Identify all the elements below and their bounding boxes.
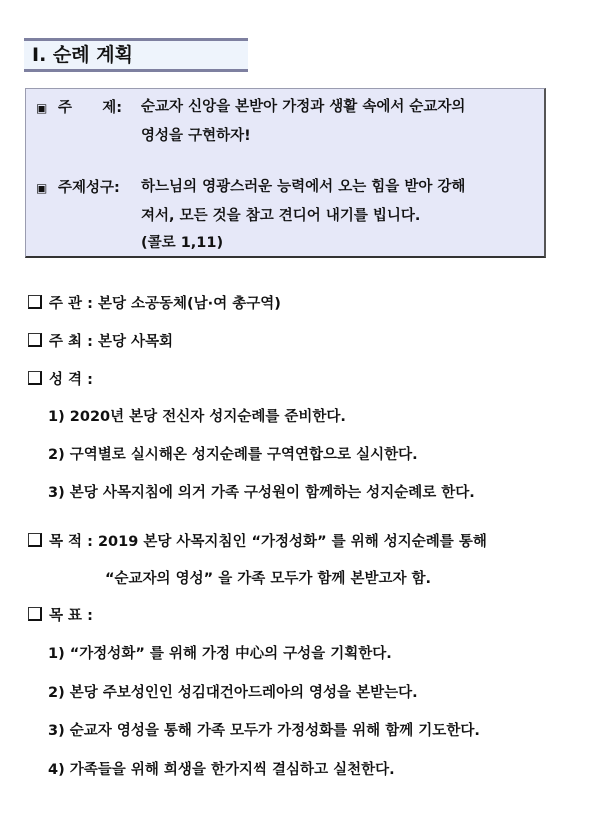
section-title: Ⅰ. 순례 계획	[24, 38, 248, 72]
goal-point: 3) 순교자 영성을 통해 가족 모두가 가정성화를 위해 함께 기도한다.	[48, 723, 480, 739]
goals-heading: 목 표 :	[28, 604, 93, 625]
square-bullet-icon: ▣	[36, 181, 48, 195]
verse-label: 주제성구:	[58, 180, 120, 196]
purpose-continuation: “순교자의 영성” 을 가족 모두가 함께 본받고자 함.	[105, 571, 432, 587]
goal-point: 2) 본당 주보성인인 성김대건아드레아의 영성을 본받는다.	[48, 685, 418, 701]
theme-text: 순교자 신앙을 본받아 가정과 생활 속에서 순교자의 영성을 구현하자!	[141, 99, 466, 144]
checkbox-icon	[28, 333, 42, 347]
organizer-item: 주 최 : 본당 사목회	[28, 330, 173, 351]
nature-point: 2) 구역별로 실시해온 성지순례를 구역연합으로 실시한다.	[48, 447, 418, 463]
square-bullet-icon: ▣	[36, 101, 48, 115]
theme-label: 주 제:	[58, 100, 123, 116]
goal-point: 4) 가족들을 위해 희생을 한가지씩 결심하고 실천한다.	[48, 762, 395, 778]
nature-point: 1) 2020년 본당 전신자 성지순례를 준비한다.	[48, 409, 346, 425]
purpose-item: 목 적 : 2019 본당 사목지침인 “가정성화” 를 위해 성지순례를 통해	[28, 530, 487, 551]
checkbox-icon	[28, 533, 42, 547]
nature-point: 3) 본당 사목지침에 의거 가족 구성원이 함께하는 성지순례로 한다.	[48, 485, 475, 501]
checkbox-icon	[28, 607, 42, 621]
verse-text: 하느님의 영광스러운 능력에서 오는 힘을 받아 강해 져서, 모든 것을 참고 견디어 내기를 빕니다. (콜로 1,11)	[141, 179, 466, 251]
checkbox-icon	[28, 295, 42, 309]
nature-heading: 성 격 :	[28, 368, 93, 389]
theme-box	[25, 88, 546, 258]
goal-point: 1) “가정성화” 를 위해 가정 中心의 구성을 기획한다.	[48, 646, 392, 662]
host-item: 주 관 : 본당 소공동체(남·여 총구역)	[28, 292, 281, 313]
checkbox-icon	[28, 371, 42, 385]
